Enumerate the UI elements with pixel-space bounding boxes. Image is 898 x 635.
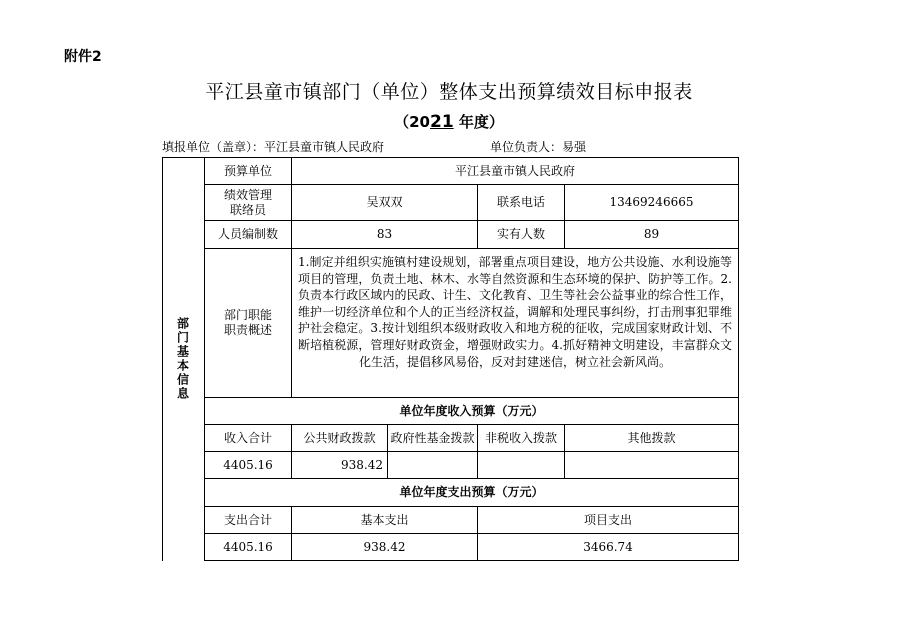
income-header-other: 其他拨款 bbox=[627, 430, 676, 445]
income-header-nontax: 非税收入拨款 bbox=[484, 430, 557, 445]
year-line bbox=[0, 111, 898, 132]
filling-unit: 填报单位（盖章）：平江县童市镇人民政府 bbox=[162, 140, 385, 154]
actual-staff-label: 实有人数 bbox=[496, 227, 545, 241]
contact-label: 绩效管理联络员 bbox=[223, 187, 272, 217]
year-close: 年度） bbox=[453, 113, 504, 131]
duty-text: 1.制定并组织实施镇村建设规划，部署重点项目建设，地方公共设施、水利设施等项目的管理，负责土地、林木、水等自然资源和生态环境的保护、防护等工作。2.负责本行政区域内的民政、计生、文化教育、卫生等社会公益事业的综合性工作，维护一切经济单位和个人的正当经济权益，调解和处理民事纠纷，打击刑事犯罪维护社会稳定。3.按计划组织本级财政收入和地方税的征收，完成国家财政计划、不断培植税源，管理好财政资金，增强财政实力。4.抓好精神文明建设，丰富群众文化生活，提倡移风易俗，反对封建迷信，树立社会新风尚。 bbox=[298, 255, 732, 369]
expense-project-value: 3466.74 bbox=[583, 539, 633, 554]
income-heading: 单位年度收入预算（万元） bbox=[399, 403, 544, 418]
expense-header-total: 支出合计 bbox=[223, 512, 272, 527]
budget-unit-label: 预算单位 bbox=[223, 163, 272, 178]
income-header-public: 公共财政拨款 bbox=[303, 430, 376, 445]
budget-unit-value: 平江县童市镇人民政府 bbox=[454, 163, 575, 178]
contact-value: 吴双双 bbox=[366, 195, 403, 209]
section-label-cell bbox=[162, 158, 204, 560]
income-total-value: 4405.16 bbox=[223, 457, 273, 472]
income-header-fund: 政府性基金拨款 bbox=[390, 430, 475, 445]
phone-value: 13469246665 bbox=[609, 195, 694, 209]
expense-basic-value: 938.42 bbox=[363, 539, 406, 554]
year-prefix: （20 bbox=[394, 113, 430, 131]
duty-label: 部门职能职责概述 bbox=[223, 308, 272, 337]
income-other-value bbox=[565, 452, 738, 478]
expense-total-value: 4405.16 bbox=[223, 539, 273, 554]
section-label: 部门基本信息 bbox=[175, 317, 190, 401]
income-fund-value bbox=[388, 452, 477, 478]
unit-head: 单位负责人：易强 bbox=[490, 140, 587, 154]
expense-heading: 单位年度支出预算（万元） bbox=[399, 485, 544, 499]
actual-staff-value: 89 bbox=[643, 227, 660, 241]
income-header-total: 收入合计 bbox=[223, 430, 272, 445]
attachment-label: 附件2 bbox=[64, 49, 102, 65]
staff-quota-label: 人员编制数 bbox=[217, 227, 278, 241]
year-suffix: 21 bbox=[429, 112, 454, 132]
page-title: 平江县童市镇部门（单位）整体支出预算绩效目标申报表 bbox=[205, 81, 693, 103]
expense-header-project: 项目支出 bbox=[583, 512, 632, 527]
income-nontax-value bbox=[478, 452, 564, 478]
expense-header-basic: 基本支出 bbox=[360, 512, 409, 527]
phone-label: 联系电话 bbox=[496, 195, 545, 209]
staff-quota-value: 83 bbox=[376, 227, 393, 241]
income-public-value: 938.42 bbox=[341, 457, 383, 472]
